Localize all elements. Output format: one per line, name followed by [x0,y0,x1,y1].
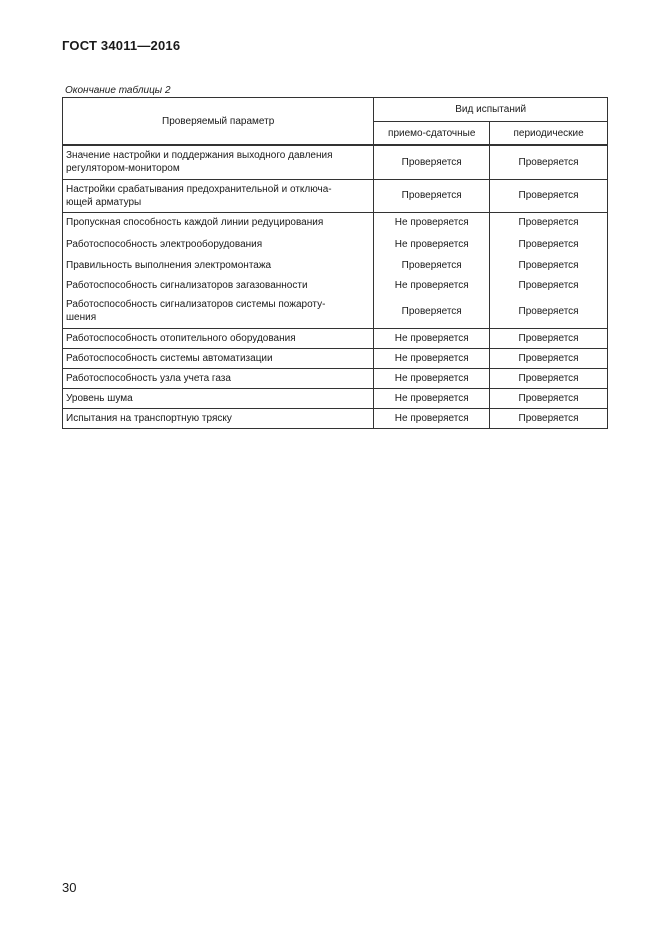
row-periodic-value: Проверяется [490,408,608,428]
row-parameter [63,145,374,179]
table-row [63,408,608,428]
row-acceptance-value: Не проверяется [374,348,490,368]
row-periodic-value: Проверяется [490,275,608,295]
row-periodic-value: Проверяется [490,145,608,179]
column-header-parameter: Проверяемый параметр [63,98,374,146]
row-periodic-value: Проверяется [490,388,608,408]
row-parameter [63,295,374,328]
row-parameter: Работоспособность электрооборудования [63,233,374,255]
row-periodic-value: Проверяется [490,212,608,233]
row-parameter [63,179,374,212]
table-row [63,295,608,328]
column-header-acceptance: приемо-сдаточные [374,122,490,146]
row-acceptance-value: Не проверяется [374,328,490,348]
table-caption: Окончание таблицы 2 [65,85,171,96]
table-row [63,233,608,255]
row-acceptance-value: Проверяется [374,295,490,328]
row-parameter-line: ющей арматуры [66,196,142,208]
standard-header: ГОСТ 34011—2016 [62,38,181,53]
table-header [63,98,608,146]
column-header-periodic: периодические [490,122,608,146]
row-parameter: Уровень шума [63,388,374,408]
table-row [63,388,608,408]
table-row [63,179,608,212]
row-periodic-value: Проверяется [490,368,608,388]
page-number: 30 [62,880,77,895]
row-acceptance-value: Не проверяется [374,388,490,408]
row-parameter-line: шения [66,312,97,324]
row-parameter: Работоспособность сигнализаторов загазованности [63,275,374,295]
row-parameter: Работоспособность системы автоматизации [63,348,374,368]
row-parameter: Испытания на транспортную тряску [63,408,374,428]
column-header-test-type: Вид испытаний [374,98,608,122]
row-acceptance-value: Не проверяется [374,212,490,233]
row-acceptance-value: Проверяется [374,145,490,179]
row-acceptance-value: Не проверяется [374,233,490,255]
table-row [63,348,608,368]
row-periodic-value: Проверяется [490,295,608,328]
row-parameter: Правильность выполнения электромонтажа [63,255,374,275]
row-periodic-value: Проверяется [490,233,608,255]
table-row [63,145,608,179]
row-periodic-value: Проверяется [490,328,608,348]
table-row [63,255,608,275]
row-parameter-line: регулятором-монитором [66,163,180,175]
table-row [63,212,608,233]
row-acceptance-value: Проверяется [374,179,490,212]
row-parameter: Работоспособность отопительного оборудования [63,328,374,348]
row-parameter: Пропускная способность каждой линии редуцирования [63,212,374,233]
row-parameter-line: Работоспособность сигнализаторов системы пожароту- [66,299,326,311]
row-acceptance-value: Проверяется [374,255,490,275]
row-acceptance-value: Не проверяется [374,368,490,388]
table-row [63,328,608,348]
row-parameter: Работоспособность узла учета газа [63,368,374,388]
table-row [63,275,608,295]
row-periodic-value: Проверяется [490,179,608,212]
row-periodic-value: Проверяется [490,348,608,368]
row-acceptance-value: Не проверяется [374,408,490,428]
parameters-table [62,97,608,429]
row-parameter-line: Значение настройки и поддержания выходного давления [66,150,333,162]
row-periodic-value: Проверяется [490,255,608,275]
table-row [63,368,608,388]
row-acceptance-value: Не проверяется [374,275,490,295]
row-parameter-line: Настройки срабатывания предохранительной и отключа- [66,183,332,195]
